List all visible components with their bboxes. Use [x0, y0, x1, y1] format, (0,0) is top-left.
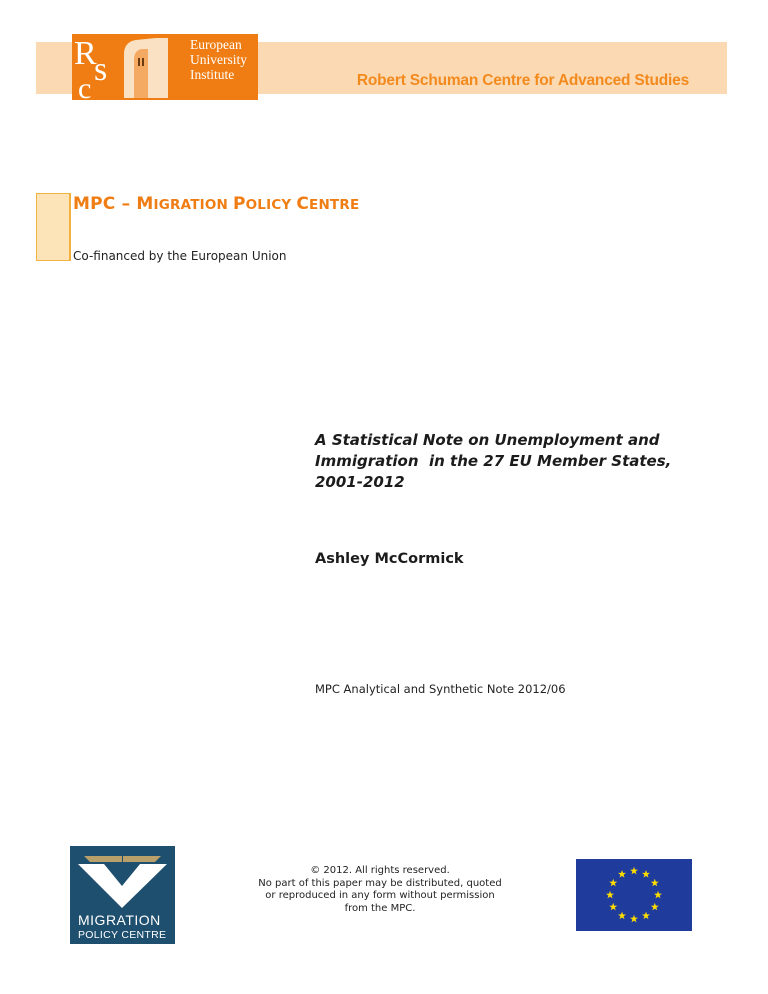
programme-title	[73, 194, 359, 214]
svg-text:s: s	[94, 51, 108, 88]
eu-star	[642, 912, 650, 920]
eu-star	[609, 879, 617, 887]
eu-flag	[576, 859, 692, 931]
document-title-line: Immigration in the 27 EU Member States,	[315, 452, 672, 470]
copyright-notice	[240, 865, 520, 915]
author-name: Ashley McCormick	[315, 551, 464, 567]
programme-title-prefix: MPC –	[73, 194, 131, 214]
eu-star	[642, 870, 650, 878]
document-title-line: 2001-2012	[315, 473, 405, 491]
institution-line: University	[190, 52, 247, 67]
eu-star	[609, 903, 617, 911]
mpc-logo-line1: MIGRATION	[78, 912, 161, 928]
eu-star	[630, 915, 638, 923]
copyright-line: from the MPC.	[344, 902, 416, 914]
eu-star	[606, 891, 614, 899]
centre-name: Robert Schuman Centre for Advanced Studies	[356, 72, 689, 89]
institution-line: European	[190, 37, 242, 52]
copyright-line: No part of this paper may be distributed, quoted	[258, 877, 502, 889]
mpc-logo	[70, 846, 175, 944]
programme-title-rest: MIGRATION POLICY CENTRE	[136, 194, 360, 214]
document-title-line: A Statistical Note on Unemployment and	[315, 431, 660, 449]
copyright-line: © 2012. All rights reserved.	[310, 865, 450, 876]
eu-star	[618, 870, 626, 878]
eu-star	[654, 891, 662, 899]
eu-star	[651, 903, 659, 911]
mpc-emblem-icon	[70, 846, 175, 912]
institution-line: Institute	[190, 67, 235, 82]
eu-stars-icon	[576, 859, 692, 931]
copyright-line: or reproduced in any form without permission	[265, 890, 495, 901]
eu-star	[651, 879, 659, 887]
document-title	[315, 430, 695, 493]
series-note: MPC Analytical and Synthetic Note 2012/06	[315, 682, 566, 696]
rsc-eui-logo	[72, 34, 258, 100]
rsc-monogram-logo	[72, 34, 182, 100]
section-marker	[36, 193, 69, 261]
cofinanced-text: Co-financed by the European Union	[73, 249, 287, 263]
eu-star	[630, 867, 638, 875]
eu-star	[618, 912, 626, 920]
mpc-logo-line2: POLICY CENTRE	[78, 929, 167, 941]
institution-name	[190, 37, 247, 82]
svg-text:c: c	[78, 72, 92, 100]
svg-text:R: R	[74, 35, 97, 72]
